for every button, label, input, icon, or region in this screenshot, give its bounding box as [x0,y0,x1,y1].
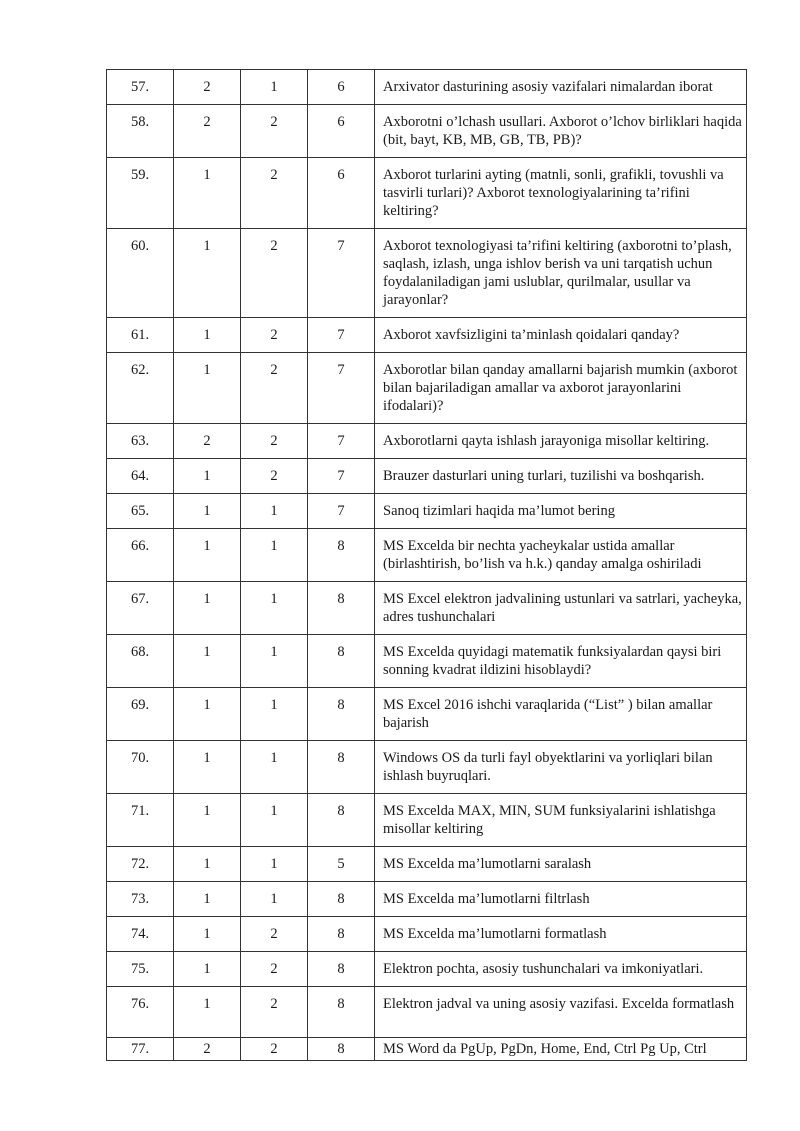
table-row [107,882,747,917]
question-text: Axborot turlarini ayting (matnli, sonli, grafikli, tovushli va tasvirli turlari)? Axborot texnologiyalarining ta’rifini keltiring? [375,158,747,229]
question-text: Axborotlarni qayta ishlash jarayoniga misollar keltiring. [375,424,747,459]
column-c-value: 7 [308,353,375,424]
column-b-value: 1 [241,794,308,847]
column-a-value: 1 [174,494,241,529]
column-c-value: 8 [308,688,375,741]
column-c-value: 6 [308,105,375,158]
table-row [107,582,747,635]
column-c-value: 8 [308,635,375,688]
question-text: Axborot texnologiyasi ta’rifini keltiring (axborotni to’plash, saqlash, izlash, unga ishlov berish va uni tarqatish uchun foydalaniladigan jami uslublar, qurilmalar, usullar va jarayonlar? [375,229,747,318]
column-a-value: 1 [174,794,241,847]
question-text: Axborot xavfsizligini ta’minlash qoidalari qanday? [375,318,747,353]
row-number: 58. [107,105,174,158]
column-c-value: 8 [308,1038,375,1061]
column-a-value: 1 [174,582,241,635]
column-b-value: 1 [241,847,308,882]
column-a-value: 1 [174,952,241,987]
row-number: 65. [107,494,174,529]
table-row [107,229,747,318]
row-number: 70. [107,741,174,794]
column-b-value: 2 [241,318,308,353]
table-row [107,318,747,353]
column-a-value: 1 [174,229,241,318]
row-number: 68. [107,635,174,688]
question-text: Axborotlar bilan qanday amallarni bajarish mumkin (axborot bilan bajariladigan amallar va axborot jarayonlarini ifodalari)? [375,353,747,424]
table-row [107,794,747,847]
row-number: 62. [107,353,174,424]
table-row [107,847,747,882]
column-c-value: 8 [308,917,375,952]
question-text: MS Excelda bir nechta yacheykalar ustida amallar (birlashtirish, bo’lish va h.k.) qanday amalga oshiriladi [375,529,747,582]
column-a-value: 1 [174,882,241,917]
question-text: MS Excelda ma’lumotlarni saralash [375,847,747,882]
question-text: MS Excelda ma’lumotlarni filtrlash [375,882,747,917]
table-row [107,917,747,952]
column-c-value: 8 [308,794,375,847]
column-a-value: 1 [174,688,241,741]
column-b-value: 1 [241,582,308,635]
column-b-value: 2 [241,917,308,952]
column-a-value: 1 [174,847,241,882]
question-text: MS Excel 2016 ishchi varaqlarida (“List” ) bilan amallar bajarish [375,688,747,741]
column-c-value: 8 [308,582,375,635]
table-row [107,529,747,582]
column-c-value: 7 [308,229,375,318]
row-number: 76. [107,987,174,1038]
table-row [107,70,747,105]
question-text: MS Excelda MAX, MIN, SUM funksiyalarini ishlatishga misollar keltiring [375,794,747,847]
question-text: Windows OS da turli fayl obyektlarini va yorliqlari bilan ishlash buyruqlari. [375,741,747,794]
column-b-value: 2 [241,353,308,424]
column-a-value: 2 [174,105,241,158]
question-text: Elektron jadval va uning asosiy vazifasi. Excelda formatlash [375,987,747,1038]
column-c-value: 7 [308,459,375,494]
row-number: 71. [107,794,174,847]
column-c-value: 6 [308,70,375,105]
column-a-value: 1 [174,158,241,229]
table-row [107,635,747,688]
table-row [107,741,747,794]
table-row [107,494,747,529]
question-text: MS Word da PgUp, PgDn, Home, End, Ctrl Pg Up, Ctrl [375,1038,747,1061]
column-a-value: 1 [174,741,241,794]
row-number: 61. [107,318,174,353]
column-a-value: 1 [174,529,241,582]
column-a-value: 2 [174,424,241,459]
column-b-value: 2 [241,987,308,1038]
column-a-value: 1 [174,318,241,353]
column-c-value: 5 [308,847,375,882]
question-text: Elektron pochta, asosiy tushunchalari va imkoniyatlari. [375,952,747,987]
question-text: MS Excel elektron jadvalining ustunlari va satrlari, yacheyka, adres tushunchalari [375,582,747,635]
table-row [107,459,747,494]
questions-table [106,69,747,1061]
question-text: Arxivator dasturining asosiy vazifalari nimalardan iborat [375,70,747,105]
column-b-value: 1 [241,741,308,794]
row-number: 64. [107,459,174,494]
table-row [107,105,747,158]
column-b-value: 1 [241,529,308,582]
column-a-value: 2 [174,70,241,105]
column-a-value: 1 [174,353,241,424]
column-a-value: 1 [174,917,241,952]
column-a-value: 1 [174,459,241,494]
column-b-value: 1 [241,635,308,688]
table-row [107,424,747,459]
row-number: 77. [107,1038,174,1061]
column-a-value: 2 [174,1038,241,1061]
column-c-value: 8 [308,987,375,1038]
row-number: 69. [107,688,174,741]
column-b-value: 2 [241,105,308,158]
column-c-value: 8 [308,952,375,987]
column-c-value: 7 [308,318,375,353]
table-row [107,952,747,987]
column-b-value: 2 [241,424,308,459]
table-row [107,353,747,424]
column-c-value: 7 [308,424,375,459]
question-text: Brauzer dasturlari uning turlari, tuzilishi va boshqarish. [375,459,747,494]
column-c-value: 8 [308,529,375,582]
row-number: 57. [107,70,174,105]
table-row [107,987,747,1038]
question-text: Axborotni o’lchash usullari. Axborot o’lchov birliklari haqida (bit, bayt, KB, MB, GB, TB, PB)? [375,105,747,158]
column-b-value: 1 [241,70,308,105]
row-number: 63. [107,424,174,459]
row-number: 74. [107,917,174,952]
column-c-value: 7 [308,494,375,529]
question-text: MS Excelda ma’lumotlarni formatlash [375,917,747,952]
question-text: MS Excelda quyidagi matematik funksiyalardan qaysi biri sonning kvadrat ildizini hisoblaydi? [375,635,747,688]
row-number: 66. [107,529,174,582]
column-b-value: 1 [241,494,308,529]
column-c-value: 8 [308,882,375,917]
column-b-value: 2 [241,1038,308,1061]
column-b-value: 2 [241,229,308,318]
question-text: Sanoq tizimlari haqida ma’lumot bering [375,494,747,529]
column-b-value: 2 [241,459,308,494]
row-number: 73. [107,882,174,917]
table-row [107,1038,747,1061]
row-number: 75. [107,952,174,987]
column-a-value: 1 [174,635,241,688]
table-row [107,688,747,741]
row-number: 59. [107,158,174,229]
column-b-value: 1 [241,882,308,917]
column-c-value: 6 [308,158,375,229]
column-b-value: 1 [241,688,308,741]
column-c-value: 8 [308,741,375,794]
column-b-value: 2 [241,158,308,229]
row-number: 67. [107,582,174,635]
column-b-value: 2 [241,952,308,987]
row-number: 72. [107,847,174,882]
row-number: 60. [107,229,174,318]
column-a-value: 1 [174,987,241,1038]
table-row [107,158,747,229]
